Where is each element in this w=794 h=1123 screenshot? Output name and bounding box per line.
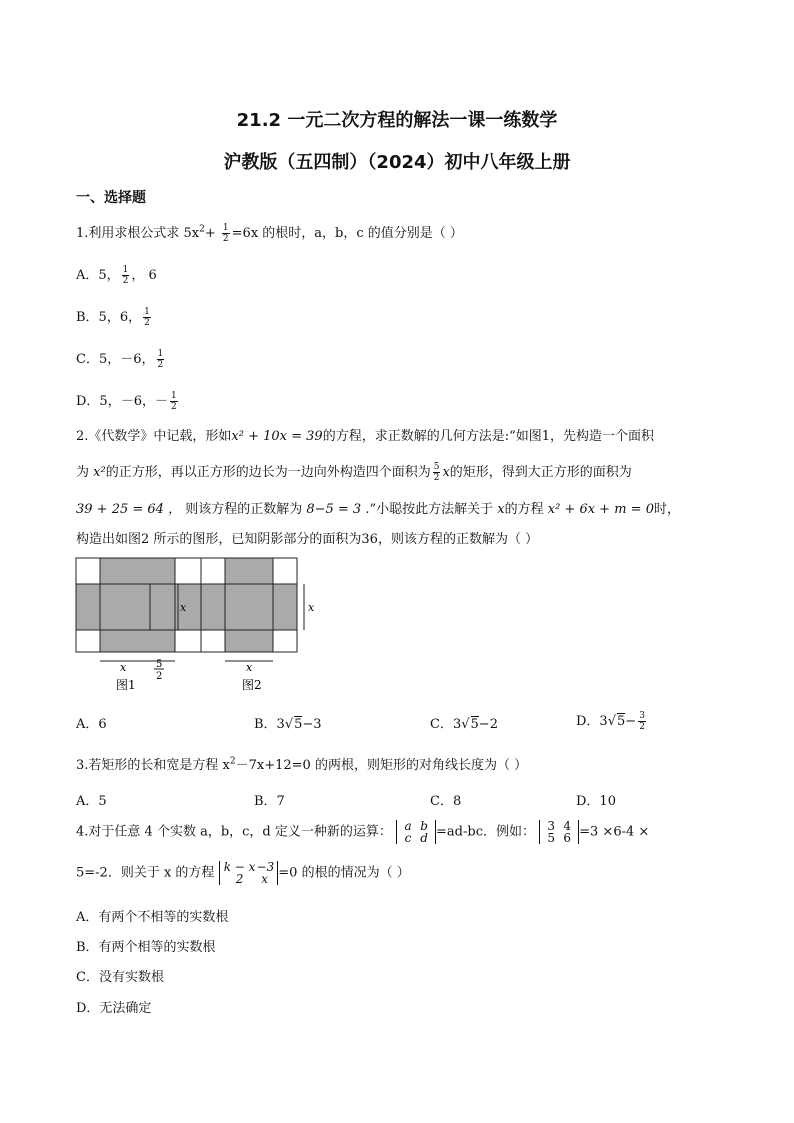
q2-l2-den: 2 xyxy=(433,473,440,483)
q1-plus: + xyxy=(204,226,216,241)
q1-option-c[interactable] xyxy=(76,348,166,370)
q1-a-frac xyxy=(122,265,130,286)
q2-l2-x: x xyxy=(442,465,450,480)
q2-c-post: −2 xyxy=(478,717,498,732)
q4-det-equation xyxy=(219,861,279,885)
q4-l1b: =ad-bc．例如： xyxy=(436,824,535,840)
question-4-line-2 xyxy=(76,861,410,885)
q4-l2b: =0 的根的情况为（ ） xyxy=(278,865,410,881)
det2-11: 3 xyxy=(547,819,555,833)
det1-a: a xyxy=(404,819,412,833)
section-heading: 一、选择题 xyxy=(76,190,146,206)
figure-2 xyxy=(201,558,315,692)
fig1-center-square xyxy=(100,584,150,630)
q2-l1-equation: x² + 10x = 39 xyxy=(231,429,323,444)
fig1-x-label-h: x xyxy=(120,661,127,674)
det1-b: b xyxy=(420,819,428,833)
det1-d: d xyxy=(420,831,428,845)
figure-1 xyxy=(76,558,204,692)
q1-b-num: 1 xyxy=(144,307,150,317)
q2-option-d[interactable]: D．3√5− $\frac{3}{2}$ xyxy=(576,711,645,732)
fig1-frac-den: 2 xyxy=(156,671,163,682)
q2-l2a: 为 xyxy=(76,465,94,480)
q1-b-frac xyxy=(143,307,151,328)
question-2-line-1 xyxy=(76,425,654,444)
q4-option-a[interactable]: A．有两个不相等的实数根 xyxy=(76,910,229,925)
q2-l3-equation: x² + 6x + m = 0 xyxy=(547,502,654,517)
question-3 xyxy=(76,754,527,773)
q2-l3-sum: 39 + 25 = 64 ， xyxy=(76,502,182,517)
q2-d-post: − xyxy=(625,714,637,729)
q2-l3-solution: 8−5 = 3 . xyxy=(306,502,370,517)
q1-c-label: C．5，－6， xyxy=(76,352,155,367)
q2-b-rad: 5 xyxy=(294,717,303,732)
q1-frac-den: 2 xyxy=(222,234,229,244)
q1-option-d[interactable] xyxy=(76,390,180,412)
q2-d-num: 3 xyxy=(639,711,645,721)
q1-a-den: 2 xyxy=(122,276,129,286)
q2-b-pre: B．3 xyxy=(254,717,285,732)
q4-l2a: 5=-2．则关于 x 的方程 xyxy=(76,865,215,881)
q1-prefix: 1.利用求根公式求 5x xyxy=(76,226,200,241)
q1-option-b[interactable] xyxy=(76,306,153,328)
question-2-line-3 xyxy=(76,498,680,517)
q2-d-pre: D．3 xyxy=(576,714,608,729)
q2-l3-x: x xyxy=(497,502,505,517)
q3-option-b[interactable]: B．7 xyxy=(254,794,285,809)
fig1-frac-num: 5 xyxy=(156,659,163,670)
title-line-2: 沪教版（五四制）（2024）初中八年级上册 xyxy=(223,152,571,173)
fig1-bottom-rect xyxy=(100,630,175,652)
fig1-left-rect xyxy=(76,584,100,630)
q1-frac-num: 1 xyxy=(222,223,229,233)
q4-det-abcd xyxy=(396,820,436,844)
det1-c: c xyxy=(404,831,412,845)
det2-22: 6 xyxy=(563,831,571,845)
q2-c-pre: C．3 xyxy=(430,717,462,732)
q1-a-label: A．5， xyxy=(76,268,120,283)
q4-l1c: =3 ×6-4 × xyxy=(579,824,650,840)
det3-11: k − x xyxy=(223,860,256,874)
q2-option-c[interactable]: C．3√5−2 xyxy=(430,717,498,732)
q4-option-b[interactable]: B．有两个相等的实数根 xyxy=(76,940,216,955)
fig2-x-label-h: x xyxy=(246,661,253,674)
q2-l1b: 的方程，求正数解的几何方法是:“如图1，先构造一个面积 xyxy=(322,429,654,444)
title-line-1: 21.2 一元二次方程的解法一课一练数学 xyxy=(236,110,558,131)
q1-fraction xyxy=(222,223,230,244)
q2-b-post: −3 xyxy=(302,717,322,732)
q1-option-a[interactable] xyxy=(76,264,157,286)
q1-c-den: 2 xyxy=(157,360,164,370)
q2-l2-equation: x² xyxy=(93,465,106,480)
q1-c-num: 1 xyxy=(157,349,164,359)
q1-suffix: =6x 的根时，a，b，c 的值分别是（ ） xyxy=(231,226,463,241)
q1-a-num: 1 xyxy=(122,265,129,275)
q1-d-frac xyxy=(170,391,178,412)
det3-22: x xyxy=(261,872,268,886)
q2-l3b: 则该方程的正数解为 xyxy=(181,502,307,517)
fig1-top-rect xyxy=(100,558,175,584)
q3-prefix: 3.若矩形的长和宽是方程 x xyxy=(76,758,230,773)
q3-suffix: －7x+12=0 的两根，则矩形的对角线长度为（ ） xyxy=(235,758,528,773)
q2-l2c: 的矩形，得到大正方形的面积为 xyxy=(449,465,632,480)
q2-l3c: ”小聪按此方法解关于 xyxy=(369,502,498,517)
q1-a-tail: ， 6 xyxy=(131,268,157,283)
fig2-x-label-v: x xyxy=(308,601,315,614)
q4-option-d[interactable]: D．无法确定 xyxy=(76,1001,152,1016)
q2-c-rad: 5 xyxy=(470,717,479,732)
q1-sup: 2 xyxy=(199,224,205,235)
q1-d-num: 1 xyxy=(170,391,177,401)
q2-l3d: 的方程 xyxy=(504,502,548,517)
q1-d-den: 2 xyxy=(170,402,177,412)
q4-l1a: 4.对于任意 4 个实数 a，b，c，d 定义一种新的运算： xyxy=(76,824,392,840)
q1-b-den: 2 xyxy=(144,318,150,328)
q4-det-example xyxy=(539,820,579,844)
q2-d-rad: 5 xyxy=(617,714,626,729)
fig1-corner xyxy=(175,558,204,584)
q1-b-label: B．5，6， xyxy=(76,310,142,325)
question-1 xyxy=(76,222,463,244)
question-2-line-2 xyxy=(76,461,632,483)
q2-l2b: 的正方形，再以正方形的边长为一边向外构造四个面积为 xyxy=(105,465,431,480)
det2-12: 4 xyxy=(563,819,571,833)
fig1-corner-br xyxy=(175,630,204,652)
q3-option-a[interactable]: A．5 xyxy=(76,794,107,809)
q2-l2-frac xyxy=(433,462,441,483)
fig1-right-rect xyxy=(150,584,175,630)
fig2-caption: 图2 xyxy=(242,678,262,692)
question-4-line-1 xyxy=(76,820,649,844)
fig2-center-square xyxy=(225,584,273,630)
question-2-line-4: 构造出如图2 所示的图形，已知阴影部分的面积为36，则该方程的正数解为（ ） xyxy=(76,532,539,547)
q3-sup: 2 xyxy=(229,756,236,767)
q3-option-c[interactable]: C．8 xyxy=(430,794,462,809)
det3-12: −3 xyxy=(256,860,275,874)
q4-option-c[interactable]: C．没有实数根 xyxy=(76,970,164,985)
fig1-x-label-v: x xyxy=(180,601,187,614)
q3-option-d[interactable]: D．10 xyxy=(576,794,616,809)
q2-d-frac xyxy=(638,711,646,732)
q2-l3e: 时， xyxy=(653,502,680,517)
q2-l2-num: 5 xyxy=(433,462,440,472)
q2-d-den: 2 xyxy=(639,722,645,732)
det3-21: 2 xyxy=(235,872,244,886)
q2-l1a: 2.《代数学》中记载，形如 xyxy=(76,429,232,444)
q2-option-b[interactable]: B．3√5−3 xyxy=(254,717,322,732)
fig1-caption: 图1 xyxy=(116,678,136,692)
q2-option-a[interactable]: A．6 xyxy=(76,717,107,732)
q2-figures xyxy=(70,553,400,693)
det2-21: 5 xyxy=(547,831,555,845)
q1-d-label: D．5，－6，－ xyxy=(76,394,168,409)
q1-c-frac xyxy=(157,349,165,370)
